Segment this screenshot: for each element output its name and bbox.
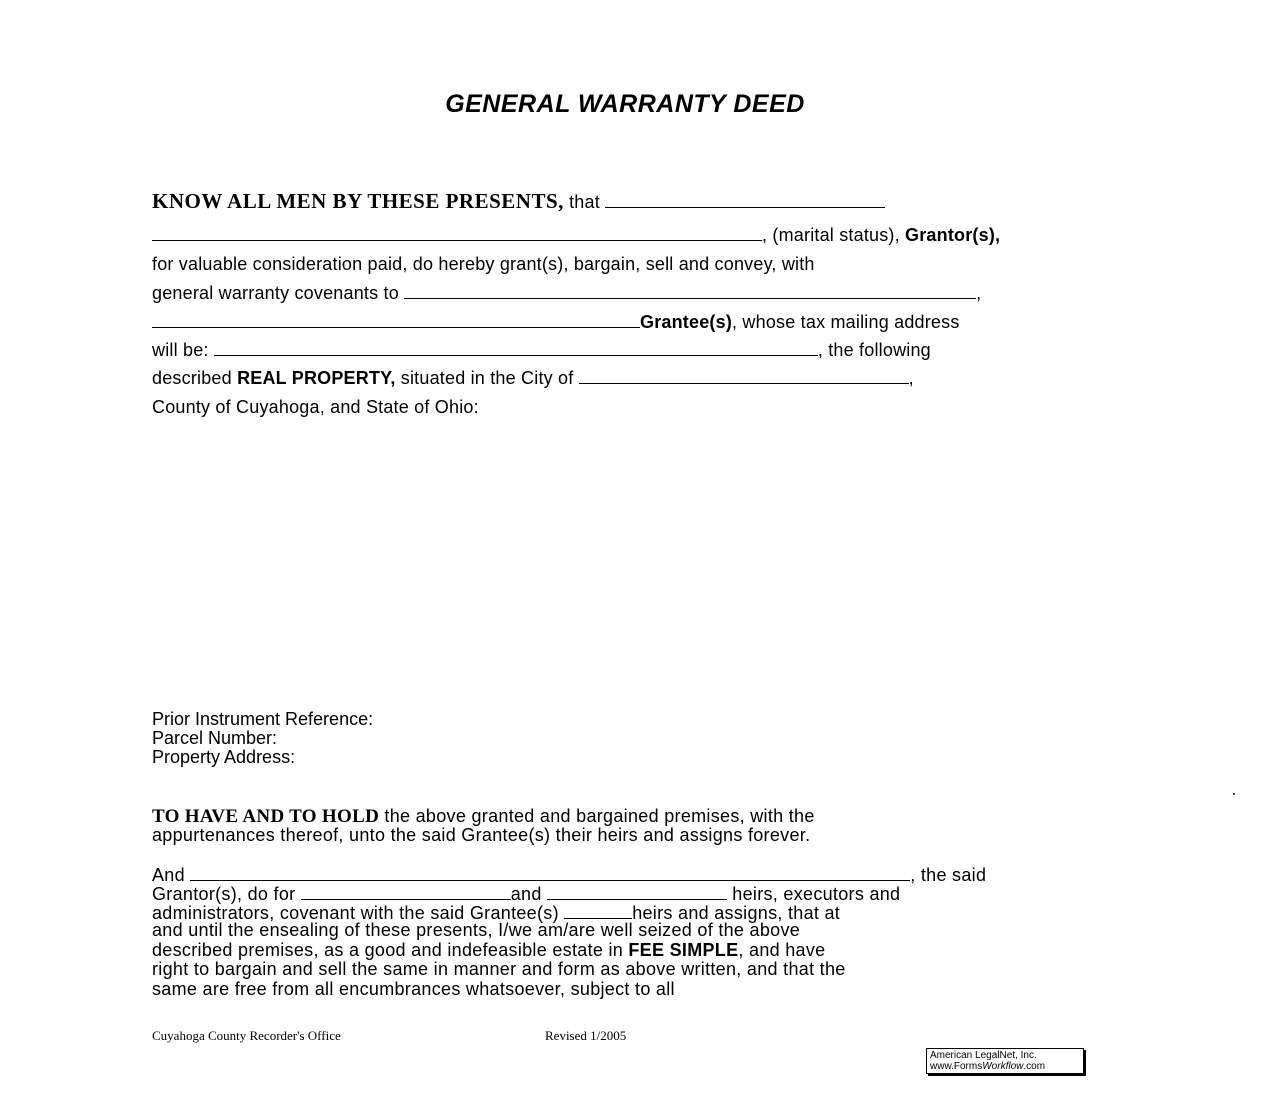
heirs-blank[interactable] <box>547 883 727 900</box>
tax-mailing-text: , whose tax mailing address <box>732 312 960 332</box>
grantee-heirs-blank[interactable] <box>564 902 632 919</box>
grantor-label: Grantor(s), <box>905 225 1001 245</box>
self-blank[interactable] <box>301 883 511 900</box>
described-text: described <box>152 368 238 388</box>
indefeasible-text: described premises, as a good and indefeasible estate in <box>152 940 629 960</box>
covenant-line-6: right to bargain and sell the same in manner and form as above written, and that the <box>152 959 846 979</box>
covenant-line-4: and until the ensealing of these presents, I/we am/are well seized of the above <box>152 920 801 940</box>
grantee-name-blank-2[interactable] <box>152 311 640 328</box>
and-have-text: , and have <box>738 940 826 960</box>
following-text: , the following <box>817 340 931 360</box>
brand-forms: www.Forms <box>930 1061 983 1072</box>
parcel-number: Parcel Number: <box>152 728 278 748</box>
line-consideration: for valuable consideration paid, do hereby grant(s), bargain, sell and convey, with <box>152 254 815 274</box>
line1-text: that <box>563 192 606 212</box>
american-legalnet-logo <box>926 1048 1084 1074</box>
and-text: And <box>152 865 191 885</box>
city-text: situated in the City of <box>395 368 579 388</box>
will-be-text: will be: <box>152 340 214 360</box>
brand-line-2 <box>930 1061 1080 1072</box>
line-tax-address <box>152 339 931 361</box>
habendum-line-2: appurtenances thereof, unto the said Grantee(s) their heirs and assigns forever. <box>152 825 811 845</box>
grantor-name-blank-1[interactable] <box>605 191 885 208</box>
fee-simple-label: FEE SIMPLE <box>628 940 739 960</box>
real-property-label: REAL PROPERTY, <box>237 368 396 388</box>
city-comma: , <box>908 368 914 388</box>
line-county-state: County of Cuyahoga, and State of Ohio: <box>152 397 479 417</box>
heirs-executors-text: heirs, executors and <box>726 884 901 904</box>
the-said-text: , the said <box>910 865 987 885</box>
document-title: GENERAL WARRANTY DEED <box>445 90 805 118</box>
know-all-men-heading: KNOW ALL MEN BY THESE PRESENTS, <box>152 189 564 213</box>
covenants-comma: , <box>976 283 982 303</box>
line-real-property <box>152 367 914 389</box>
line-know-all-men <box>152 190 885 213</box>
heirs-assigns-text: heirs and assigns, that at <box>632 903 841 923</box>
habendum-text-1: the above granted and bargained premises, with the <box>379 806 815 826</box>
property-address: Property Address: <box>152 747 296 767</box>
brand-workflow: Workflow <box>982 1061 1024 1072</box>
do-for-text: Grantor(s), do for <box>152 884 301 904</box>
scan-speck <box>1233 793 1235 795</box>
to-have-and-to-hold-heading: TO HAVE AND TO HOLD <box>152 806 380 827</box>
tax-address-blank[interactable] <box>214 339 818 356</box>
grantor-name-blank-2[interactable] <box>152 224 762 241</box>
covenant-line-5 <box>152 941 825 961</box>
marital-status-text: , (marital status), <box>762 225 906 245</box>
prior-instrument-reference: Prior Instrument Reference: <box>152 709 374 729</box>
line-covenants <box>152 282 981 304</box>
administrators-text: administrators, covenant with the said Grantee(s) <box>152 903 565 923</box>
covenant-line-7: same are free from all encumbrances whatsoever, subject to all <box>152 979 675 999</box>
footer-revised: Revised 1/2005 <box>545 1028 627 1043</box>
line-grantor <box>152 224 1000 246</box>
footer-office: Cuyahoga County Recorder's Office <box>152 1028 341 1043</box>
and-text-2: and <box>510 884 547 904</box>
grantee-label: Grantee(s) <box>640 312 733 332</box>
city-blank[interactable] <box>579 367 909 384</box>
habendum-line-1 <box>152 807 815 827</box>
grantee-name-blank-1[interactable] <box>404 282 976 299</box>
line-grantee <box>152 311 960 333</box>
covenants-text: general warranty covenants to <box>152 283 405 303</box>
grantor-covenant-blank[interactable] <box>190 864 910 881</box>
brand-line-1: American LegalNet, Inc. <box>930 1050 1037 1061</box>
brand-com: .com <box>1023 1061 1046 1072</box>
